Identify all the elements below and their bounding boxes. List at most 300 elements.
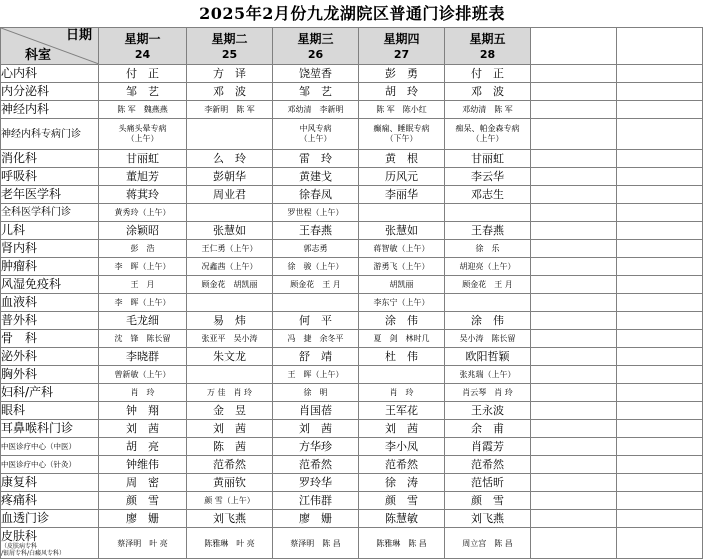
empty-column-cell	[531, 474, 617, 492]
page-title: 2025年2月份九龙湖院区普通门诊排班表	[199, 4, 505, 23]
doctor-name: 雷 玲	[299, 152, 332, 165]
doctor-name: 沈 锋 陈长留	[114, 334, 171, 343]
department-cell	[1, 276, 99, 294]
schedule-cell	[99, 420, 187, 438]
day-date: 24	[134, 47, 151, 61]
schedule-cell	[187, 101, 273, 119]
doctor-name: 顾金花 王 月	[290, 280, 341, 289]
doctor-name: 易 炜	[213, 314, 246, 327]
schedule-cell	[273, 366, 359, 384]
doctor-name: 邓幼清 陈 军	[462, 105, 513, 114]
department-cell	[1, 240, 99, 258]
doctor-name: 王仁勇（上午）	[201, 244, 258, 253]
doctor-name: 张慧如	[385, 224, 418, 237]
schedule-cell	[445, 492, 531, 510]
doctor-name: 饶堃香	[299, 67, 332, 80]
schedule-cell	[99, 438, 187, 456]
doctor-name: 徐 乐	[475, 244, 500, 253]
department-cell	[1, 420, 99, 438]
schedule-cell	[273, 420, 359, 438]
department-cell	[1, 348, 99, 366]
table-row	[1, 65, 703, 83]
empty-column-cell	[617, 420, 703, 438]
doctor-name: 徐 涛	[385, 476, 418, 489]
doctor-name: 刘飞燕	[471, 512, 504, 525]
schedule-cell	[273, 528, 359, 559]
department-name: 心内科	[1, 66, 38, 80]
department-cell	[1, 528, 99, 559]
schedule-cell	[445, 258, 531, 276]
schedule-cell	[187, 438, 273, 456]
table-row	[1, 222, 703, 240]
empty-column-cell	[617, 204, 703, 222]
schedule-cell	[273, 150, 359, 168]
empty-column-cell	[531, 510, 617, 528]
doctor-name: 方华珍	[299, 440, 332, 453]
schedule-cell	[445, 348, 531, 366]
empty-column-cell	[617, 312, 703, 330]
schedule-cell	[187, 312, 273, 330]
doctor-name: 范希然	[213, 458, 246, 471]
schedule-cell	[99, 474, 187, 492]
doctor-name: 范恬昕	[471, 476, 504, 489]
day-header	[187, 28, 273, 65]
schedule-cell	[187, 258, 273, 276]
doctor-name: 周 密	[126, 476, 159, 489]
schedule-cell	[99, 294, 187, 312]
department-cell	[1, 168, 99, 186]
day-name: 星期四	[383, 31, 420, 46]
doctor-name: 邓幼清 李新明	[287, 105, 344, 114]
empty-column-cell	[617, 28, 703, 65]
doctor-name: 痴呆、帕金森专病 （上午）	[455, 124, 520, 143]
table-row	[1, 294, 703, 312]
department-name: 神经内科专病门诊	[1, 128, 81, 140]
department-cell	[1, 65, 99, 83]
doctor-name: 江伟群	[299, 494, 332, 507]
table-row	[1, 330, 703, 348]
doctor-name: 董旭芳	[126, 170, 159, 183]
schedule-cell	[187, 384, 273, 402]
doctor-name: 黄丽钦	[213, 476, 246, 489]
doctor-name: 范希然	[385, 458, 418, 471]
doctor-name: 邓志生	[471, 188, 504, 201]
empty-column-cell	[531, 402, 617, 420]
empty-column-cell	[531, 528, 617, 559]
schedule-cell	[445, 150, 531, 168]
schedule-cell	[445, 456, 531, 474]
doctor-name: 彭 勇	[385, 67, 418, 80]
department-cell	[1, 222, 99, 240]
schedule-cell	[359, 348, 445, 366]
department-cell	[1, 402, 99, 420]
empty-column-cell	[531, 276, 617, 294]
empty-column-cell	[617, 276, 703, 294]
empty-column-cell	[531, 83, 617, 101]
day-date: 28	[479, 47, 496, 61]
doctor-name: 万 佳 肖 玲	[206, 388, 253, 397]
schedule-cell	[359, 186, 445, 204]
doctor-name: 头痛头晕专病 （上午）	[118, 124, 167, 143]
department-name: 普外科	[1, 313, 38, 327]
schedule-cell	[359, 101, 445, 119]
schedule-cell	[445, 101, 531, 119]
doctor-name: 李新明 陈 军	[204, 105, 255, 114]
doctor-name: 廖 姗	[126, 512, 159, 525]
empty-column-cell	[617, 119, 703, 150]
doctor-name: 肖霞芳	[471, 440, 504, 453]
schedule-cell	[99, 186, 187, 204]
department-cell	[1, 312, 99, 330]
schedule-cell	[445, 240, 531, 258]
empty-column-cell	[531, 330, 617, 348]
department-name: 胸外科	[1, 367, 38, 381]
schedule-cell	[359, 420, 445, 438]
schedule-cell	[273, 101, 359, 119]
schedule-cell	[273, 456, 359, 474]
doctor-name: 颜 雪	[126, 494, 159, 507]
doctor-name: 吴小涛 陈长留	[459, 334, 516, 343]
department-name: 风湿免疫科	[1, 277, 62, 291]
table-row	[1, 366, 703, 384]
doctor-name: 王春燕	[471, 224, 504, 237]
schedule-cell	[359, 402, 445, 420]
empty-column-cell	[617, 438, 703, 456]
schedule-cell	[445, 204, 531, 222]
doctor-name: 况鑫茜（上午）	[201, 262, 258, 271]
doctor-name: 张慧如	[213, 224, 246, 237]
schedule-cell	[273, 492, 359, 510]
schedule-cell	[359, 119, 445, 150]
table-row	[1, 119, 703, 150]
doctor-name: 张亚平 吴小涛	[201, 334, 258, 343]
empty-column-cell	[531, 438, 617, 456]
schedule-cell	[359, 438, 445, 456]
department-cell	[1, 101, 99, 119]
schedule-cell	[445, 168, 531, 186]
schedule-cell	[273, 186, 359, 204]
doctor-name: 何 平	[299, 314, 332, 327]
schedule-cell	[187, 204, 273, 222]
schedule-cell	[359, 168, 445, 186]
schedule-cell	[187, 65, 273, 83]
schedule-cell	[273, 119, 359, 150]
doctor-name: 肖 玲	[130, 388, 155, 397]
doctor-name: 王 晖（上午）	[287, 370, 344, 379]
schedule-cell	[359, 456, 445, 474]
doctor-name: 陈 茜	[213, 440, 246, 453]
department-note: （皮肤病专科 /银屑专科/白癜风专科）	[1, 543, 66, 557]
schedule-cell	[445, 366, 531, 384]
schedule-cell	[445, 276, 531, 294]
schedule-cell	[273, 65, 359, 83]
schedule-cell	[187, 294, 273, 312]
day-name: 星期二	[211, 31, 248, 46]
doctor-name: 涂 伟	[471, 314, 504, 327]
schedule-cell	[187, 528, 273, 559]
schedule-cell	[445, 330, 531, 348]
doctor-name: 蔡泽明 陈 昌	[290, 538, 341, 548]
empty-column-cell	[531, 294, 617, 312]
department-name: 泌外科	[1, 349, 38, 363]
department-name: 骨 科	[1, 331, 38, 345]
schedule-cell	[99, 492, 187, 510]
corner-date-label: 日期	[65, 28, 92, 43]
schedule-cell	[273, 168, 359, 186]
empty-column-cell	[617, 186, 703, 204]
doctor-name: 肖国蓓	[299, 404, 332, 417]
doctor-name: 蒋智敏（上午）	[373, 244, 430, 253]
schedule-cell	[445, 420, 531, 438]
empty-column-cell	[617, 168, 703, 186]
department-cell	[1, 258, 99, 276]
schedule-cell	[99, 150, 187, 168]
department-cell	[1, 474, 99, 492]
empty-column-cell	[617, 65, 703, 83]
table-row	[1, 402, 703, 420]
day-date: 25	[221, 47, 238, 61]
table-row	[1, 101, 703, 119]
doctor-name: 夏 剑 林时几	[373, 334, 430, 343]
empty-column-cell	[531, 222, 617, 240]
doctor-name: 方 译	[213, 67, 246, 80]
schedule-cell	[187, 456, 273, 474]
day-header	[359, 28, 445, 65]
doctor-name: 么 玲	[213, 152, 246, 165]
department-name: 肾内科	[1, 241, 38, 255]
schedule-cell	[445, 402, 531, 420]
corner-cell	[1, 28, 99, 65]
schedule-cell	[187, 492, 273, 510]
department-name: 消化科	[1, 151, 38, 165]
schedule-cell	[187, 150, 273, 168]
table-row	[1, 312, 703, 330]
doctor-name: 历风元	[385, 170, 418, 183]
department-cell	[1, 384, 99, 402]
department-cell	[1, 204, 99, 222]
doctor-name: 张兆瑞（上午）	[459, 370, 516, 379]
schedule-cell	[273, 384, 359, 402]
schedule-cell	[187, 474, 273, 492]
doctor-name: 朱文龙	[213, 350, 246, 363]
table-row	[1, 204, 703, 222]
doctor-name: 金 昱	[213, 404, 246, 417]
empty-column-cell	[531, 101, 617, 119]
schedule-cell	[99, 276, 187, 294]
doctor-name: 蒋萁玲	[126, 188, 159, 201]
empty-column-cell	[617, 474, 703, 492]
doctor-name: 舒 靖	[299, 350, 332, 363]
schedule-cell	[187, 366, 273, 384]
doctor-name: 胡 亮	[126, 440, 159, 453]
doctor-name: 顾金花 王 月	[462, 280, 513, 289]
doctor-name: 涂 伟	[385, 314, 418, 327]
department-cell	[1, 119, 99, 150]
doctor-name: 王永波	[471, 404, 504, 417]
schedule-cell	[99, 168, 187, 186]
doctor-name: 黄建戈	[299, 170, 332, 183]
schedule-cell	[359, 258, 445, 276]
schedule-cell	[273, 348, 359, 366]
schedule-cell	[99, 510, 187, 528]
schedule-cell	[445, 83, 531, 101]
doctor-name: 颜 雪	[471, 494, 504, 507]
department-name: 内分泌科	[1, 84, 50, 98]
schedule-cell	[187, 276, 273, 294]
schedule-cell	[273, 83, 359, 101]
doctor-name: 王春燕	[299, 224, 332, 237]
empty-column-cell	[617, 366, 703, 384]
schedule-cell	[273, 312, 359, 330]
schedule-cell	[273, 510, 359, 528]
doctor-name: 冯 捷 余冬平	[287, 334, 344, 343]
empty-column-cell	[531, 168, 617, 186]
empty-column-cell	[617, 456, 703, 474]
schedule-cell	[99, 330, 187, 348]
doctor-name: 邹 艺	[126, 85, 159, 98]
doctor-name: 王军花	[385, 404, 418, 417]
schedule-cell	[99, 312, 187, 330]
doctor-name: 刘飞燕	[213, 512, 246, 525]
schedule-cell	[99, 119, 187, 150]
empty-column-cell	[617, 240, 703, 258]
empty-column-cell	[617, 348, 703, 366]
doctor-name: 邓 波	[213, 85, 246, 98]
schedule-cell	[273, 294, 359, 312]
doctor-name: 刘 茜	[213, 422, 246, 435]
schedule-cell	[187, 119, 273, 150]
empty-column-cell	[531, 65, 617, 83]
schedule-cell	[187, 240, 273, 258]
empty-column-cell	[531, 366, 617, 384]
department-name: 呼吸科	[1, 169, 38, 183]
department-cell	[1, 492, 99, 510]
schedule-cell	[359, 330, 445, 348]
doctor-name: 曾新敏（上午）	[114, 370, 171, 379]
doctor-name: 李东宁（上午）	[373, 298, 430, 307]
empty-column-cell	[531, 119, 617, 150]
doctor-name: 彭朝华	[213, 170, 246, 183]
schedule-cell	[273, 438, 359, 456]
table-row	[1, 384, 703, 402]
schedule-cell	[273, 204, 359, 222]
schedule-cell	[445, 438, 531, 456]
schedule-cell	[99, 204, 187, 222]
doctor-name: 肖云琴 肖 玲	[462, 388, 513, 397]
header-row	[1, 28, 703, 65]
schedule-cell	[99, 348, 187, 366]
department-name: 全科医学科门诊	[1, 207, 71, 218]
doctor-name: 中风专病 （上午）	[299, 124, 332, 143]
table-row	[1, 510, 703, 528]
department-name: 耳鼻喉科门诊	[1, 421, 74, 435]
schedule-cell	[99, 83, 187, 101]
schedule-cell	[187, 330, 273, 348]
schedule-cell	[359, 312, 445, 330]
doctor-name: 付 正	[126, 67, 159, 80]
empty-column-cell	[617, 528, 703, 559]
doctor-name: 刘 茜	[385, 422, 418, 435]
doctor-name: 郭志勇	[303, 244, 328, 253]
doctor-name: 徐 明	[303, 388, 328, 397]
schedule-cell	[445, 294, 531, 312]
table-row	[1, 240, 703, 258]
doctor-name: 胡迎亮（上午）	[459, 262, 516, 271]
schedule-cell	[99, 528, 187, 559]
doctor-name: 涂颖昭	[126, 224, 159, 237]
empty-column-cell	[531, 420, 617, 438]
department-cell	[1, 438, 99, 456]
doctor-name: 颜 雪	[385, 494, 418, 507]
department-cell	[1, 456, 99, 474]
doctor-name: 钟维伟	[126, 458, 159, 471]
empty-column-cell	[531, 150, 617, 168]
empty-column-cell	[531, 258, 617, 276]
department-cell	[1, 510, 99, 528]
table-row	[1, 492, 703, 510]
doctor-name: 欧阳哲颖	[465, 350, 510, 363]
doctor-name: 胡凯丽	[389, 280, 414, 289]
department-name: 血液科	[1, 295, 38, 309]
table-row	[1, 528, 703, 559]
doctor-name: 陈雅琳 叶 亮	[204, 538, 255, 548]
doctor-name: 钟 翔	[126, 404, 159, 417]
schedule-cell	[359, 240, 445, 258]
empty-column-cell	[617, 150, 703, 168]
empty-column-cell	[531, 240, 617, 258]
schedule-cell	[445, 222, 531, 240]
department-cell	[1, 330, 99, 348]
schedule-cell	[359, 384, 445, 402]
empty-column-cell	[531, 204, 617, 222]
doctor-name: 李 晖（上午）	[114, 262, 171, 271]
schedule-cell	[99, 402, 187, 420]
table-row	[1, 258, 703, 276]
doctor-name: 王 月	[130, 280, 155, 289]
doctor-name: 李 晖（上午）	[114, 298, 171, 307]
department-name: 神经内科	[1, 102, 50, 116]
doctor-name: 陈慧敏	[385, 512, 418, 525]
doctor-name: 黄 根	[385, 152, 418, 165]
schedule-cell	[445, 119, 531, 150]
schedule-cell	[99, 222, 187, 240]
schedule-cell	[187, 402, 273, 420]
day-header	[273, 28, 359, 65]
day-header	[99, 28, 187, 65]
schedule-cell	[445, 186, 531, 204]
schedule-cell	[359, 474, 445, 492]
schedule-cell	[359, 83, 445, 101]
doctor-name: 游勇飞（上午）	[373, 262, 430, 271]
schedule-cell	[273, 240, 359, 258]
schedule-cell	[359, 65, 445, 83]
department-cell	[1, 366, 99, 384]
doctor-name: 刘 茜	[126, 422, 159, 435]
table-row	[1, 348, 703, 366]
day-name: 星期三	[297, 31, 334, 46]
empty-column-cell	[531, 186, 617, 204]
department-cell	[1, 83, 99, 101]
department-name: 血透门诊	[1, 511, 50, 525]
schedule-cell	[187, 222, 273, 240]
department-cell	[1, 150, 99, 168]
schedule-cell	[273, 258, 359, 276]
schedule-cell	[99, 456, 187, 474]
doctor-name: 黄秀玲（上午）	[114, 208, 171, 217]
department-name: 康复科	[1, 475, 38, 489]
doctor-name: 徐春凤	[299, 188, 332, 201]
doctor-name: 陈 军 陈小红	[376, 105, 427, 114]
